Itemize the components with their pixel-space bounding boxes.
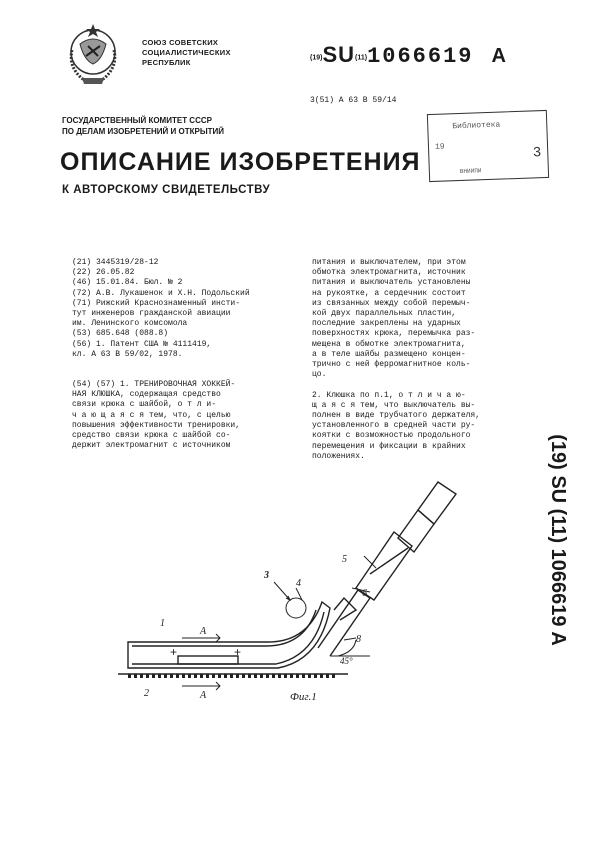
claim-line: на рукоятке, а сердечник состоит bbox=[312, 288, 466, 298]
claim-line: обмотка электромагнита, источник bbox=[312, 268, 466, 278]
claim-line: щ а я с я тем, что выключатель вы- bbox=[312, 400, 476, 410]
figure-label: 1 bbox=[160, 618, 165, 629]
claim-line: кой двух параллельных пластин, bbox=[312, 309, 457, 319]
vertical-patent-number bbox=[532, 420, 572, 660]
claim-line: полнен в виде трубчатого держателя, bbox=[312, 411, 481, 421]
stamp-line: 19 bbox=[434, 142, 445, 152]
abstract-line: НАЯ КЛЮШКА, содержащая средство bbox=[72, 390, 221, 400]
ipc-classification: 3(51) А 63 В 59/14 bbox=[310, 96, 397, 105]
claim-line: трично с ней ферромагнитное коль- bbox=[312, 360, 471, 370]
patent-kind: A bbox=[491, 45, 506, 67]
abstract-line: связи крюка с шайбой, о т л и- bbox=[72, 400, 217, 410]
abstract-line: (54) (57) 1. ТРЕНИРОВОЧНАЯ ХОККЕЙ- bbox=[72, 380, 236, 389]
org-line: СОЮЗ СОВЕТСКИХ bbox=[142, 38, 219, 47]
claim-line: питания и выключатель установлены bbox=[312, 278, 471, 288]
figure-label: А bbox=[200, 626, 207, 637]
claim-line: из связанных между собой перемыч- bbox=[312, 298, 471, 308]
country-code: SU bbox=[322, 42, 356, 67]
claim-line: поверхностях крюка, перемычка раз- bbox=[312, 329, 476, 339]
patent-number: 1066619 bbox=[367, 44, 474, 69]
committee-line: ГОСУДАРСТВЕННЫЙ КОМИТЕТ СССР bbox=[62, 116, 212, 125]
committee-name bbox=[62, 115, 224, 137]
biblio-line: тут инженеров гражданской авиации bbox=[72, 309, 231, 319]
code-19: (19) bbox=[310, 54, 323, 62]
figure-label: 3 bbox=[264, 570, 269, 581]
claim-line: установленного в средней части ру- bbox=[312, 421, 476, 431]
claim-line: 2. Клюшка по п.1, о т л и ч а ю- bbox=[312, 390, 466, 400]
library-stamp bbox=[427, 110, 549, 182]
abstract-line: средство связи крюка с шайбой со- bbox=[72, 431, 231, 441]
vertical-number-text: (19) SU (11) 1066619 A bbox=[547, 434, 569, 646]
figure-label: 8 bbox=[356, 634, 361, 645]
stamp-line: ВНИИПИ bbox=[459, 167, 482, 175]
code-11: (11) bbox=[355, 54, 368, 62]
claim-line: положениях. bbox=[312, 451, 365, 461]
committee-line: ПО ДЕЛАМ ИЗОБРЕТЕНИЙ И ОТКРЫТИЙ bbox=[62, 127, 225, 136]
bibliographic-data bbox=[72, 258, 297, 360]
abstract-line: ч а ю щ а я с я тем, что, с целью bbox=[72, 410, 231, 420]
figure-label: А bbox=[200, 690, 207, 701]
hockey-stick-drawing bbox=[108, 470, 538, 710]
figure-label: 45° bbox=[340, 656, 353, 666]
claim-line: а в теле шайбы размещено концен- bbox=[312, 349, 466, 359]
page-title: ОПИСАНИЕ ИЗОБРЕТЕНИЯ bbox=[60, 148, 421, 176]
figure-label: 4 bbox=[296, 578, 301, 589]
org-line: РЕСПУБЛИК bbox=[142, 58, 191, 67]
svg-text:+: + bbox=[170, 645, 178, 659]
claim-line bbox=[312, 380, 552, 390]
org-line: СОЦИАЛИСТИЧЕСКИХ bbox=[142, 48, 231, 57]
stamp-line: Библиотека bbox=[452, 120, 501, 132]
page-subtitle: К АВТОРСКОМУ СВИДЕТЕЛЬСТВУ bbox=[62, 184, 271, 196]
figure-caption: Фиг.1 bbox=[290, 691, 317, 703]
ussr-emblem-icon bbox=[62, 20, 124, 88]
figure-label: 5 bbox=[342, 554, 347, 565]
abstract-line: повышения эффективности тренировки, bbox=[72, 420, 241, 430]
claim-line: коятки с возможностью продольного bbox=[312, 431, 471, 441]
biblio-line: (46) 15.01.84. Бюл. № 2 bbox=[72, 278, 183, 288]
organization-name bbox=[142, 38, 231, 68]
claim-line: перемещения и фиксации в крайних bbox=[312, 441, 466, 451]
claim-abstract bbox=[72, 380, 297, 451]
biblio-line: (22) 26.05.82 bbox=[72, 268, 135, 278]
biblio-line: (56) 1. Патент США № 4111419, bbox=[72, 339, 212, 349]
abstract-line: держит электромагнит с источником bbox=[72, 441, 231, 451]
figure-label: 2 bbox=[144, 688, 149, 699]
figure-label: 6 bbox=[362, 588, 367, 599]
biblio-line: им. Ленинского комсомола bbox=[72, 319, 188, 329]
biblio-line: (21) 3445319/28-12 bbox=[72, 258, 159, 267]
biblio-line: (71) Рижский Краснознаменный инсти- bbox=[72, 298, 241, 308]
claim-line: мещена в обмотке электромагнита, bbox=[312, 339, 466, 349]
stamp-line: 3 bbox=[532, 145, 542, 162]
claim-line: питания и выключателем, при этом bbox=[312, 258, 466, 267]
biblio-line: (53) 685.648 (088.8) bbox=[72, 329, 169, 339]
claim-line: последние закреплены на ударных bbox=[312, 319, 461, 329]
biblio-line: (72) А.В. Лукашенок и Х.Н. Подольский bbox=[72, 288, 250, 298]
biblio-line: кл. А 63 В 59/02, 1978. bbox=[72, 349, 183, 359]
svg-text:+: + bbox=[234, 645, 242, 659]
patent-number-line bbox=[310, 42, 506, 69]
claim-line: цо. bbox=[312, 370, 327, 380]
claim-continuation bbox=[312, 258, 552, 462]
